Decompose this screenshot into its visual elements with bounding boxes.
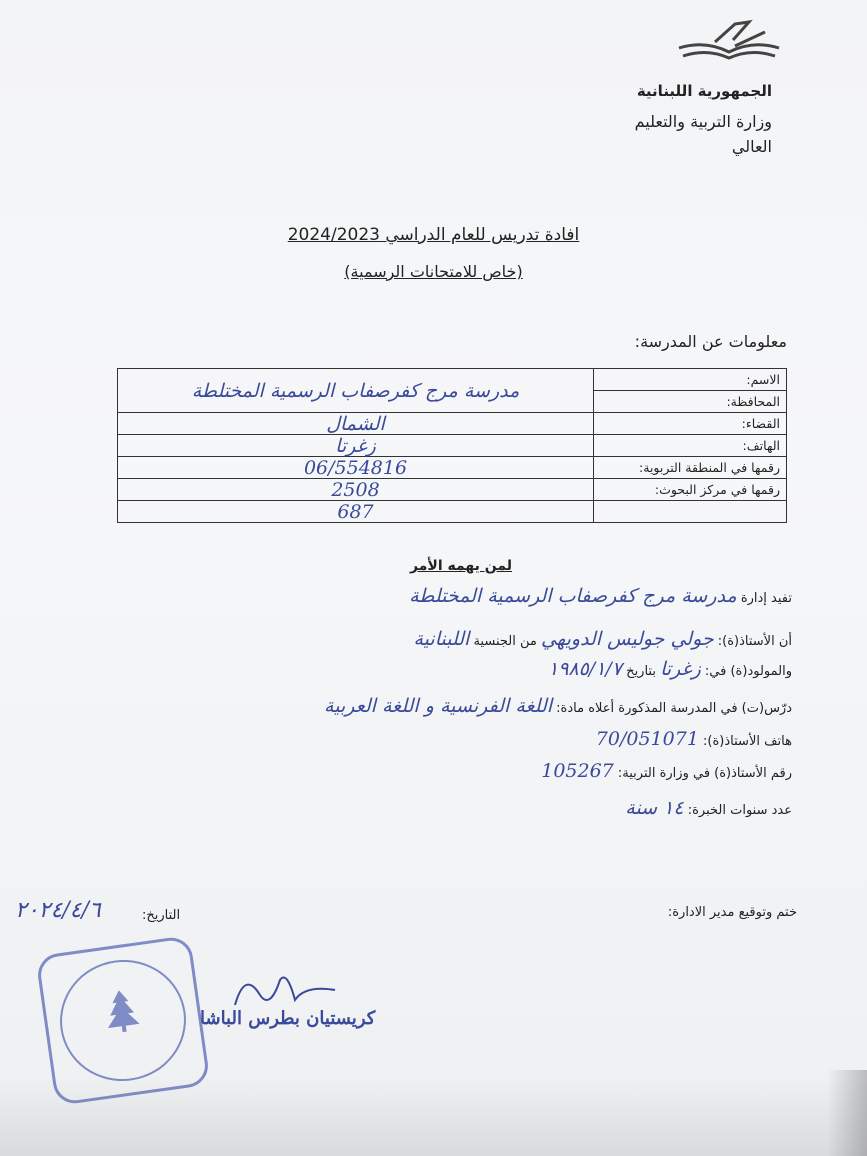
open-book-logo-icon [675, 18, 783, 66]
body-line-teacher: أن الأستاذ(ة): جولي جوليس الدويهي من الجنسية اللبنانية [413, 628, 792, 650]
table-row [118, 435, 787, 457]
table-row [118, 413, 787, 435]
row-label: المحافظة: [594, 391, 787, 413]
body-line-subject: درّس(ت) في المدرسة المذكورة أعلاه مادة: اللغة الفرنسية و اللغة العربية [324, 695, 792, 717]
ministry-name-cont: العالي [731, 137, 772, 156]
document-subtitle: (خاص للامتحانات الرسمية) [344, 262, 523, 281]
table-row [118, 501, 787, 523]
body-line-phone: هاتف الأستاذ(ة): 70/051071 [595, 728, 792, 750]
row-label-empty [594, 501, 787, 523]
signature-icon [225, 965, 345, 1015]
row-label: رقمها في مركز البحوث: [594, 479, 787, 501]
row-label: الهاتف: [594, 435, 787, 457]
body-line-administration: تفيد إدارة مدرسة مرج كفرصفاب الرسمية المختلطة [409, 585, 792, 607]
row-label: الاسم: [594, 369, 787, 391]
director-name: كريستيان بطرس الباشا [200, 1008, 376, 1029]
school-info-heading: معلومات عن المدرسة: [634, 332, 787, 351]
date-label: التاريخ: [142, 908, 181, 923]
school-info-table [117, 368, 787, 523]
row-label: القضاء: [594, 413, 787, 435]
date-value: ٢٠٢٤/٤/٦ [15, 898, 101, 923]
row-value: زغرتا [118, 435, 594, 457]
row-value: 687 [118, 501, 594, 523]
table-row [118, 457, 787, 479]
row-label: رقمها في المنطقة التربوية: [594, 457, 787, 479]
table-row [118, 479, 787, 501]
handwritten-school: مدرسة مرج كفرصفاب الرسمية المختلطة [409, 585, 737, 607]
row-value: 2508 [118, 479, 594, 501]
row-value: 06/554816 [118, 457, 594, 479]
document-title: افادة تدريس للعام الدراسي 2024/2023 [287, 225, 580, 245]
row-value: الشمال [118, 413, 594, 435]
cedar-icon [99, 986, 145, 1036]
to-whom-heading: لمن يهمه الأمر [410, 558, 512, 574]
body-line-ministry-number: رقم الأستاذ(ة) في وزارة التربية: 105267 [541, 760, 792, 782]
row-value: مدرسة مرج كفرصفاب الرسمية المختلطة [118, 369, 594, 413]
ministry-name: وزارة التربية والتعليم [634, 112, 772, 131]
signature-label: ختم وتوقيع مدير الادارة: [667, 905, 797, 920]
body-line-experience: عدد سنوات الخبرة: ١٤ سنة [625, 797, 792, 819]
republic-name: الجمهورية اللبنانية [636, 82, 772, 100]
table-row [118, 369, 787, 391]
body-line-birth: والمولود(ة) في: زغرتا بتاريخ ١٩٨٥/١/٧ [547, 658, 792, 680]
